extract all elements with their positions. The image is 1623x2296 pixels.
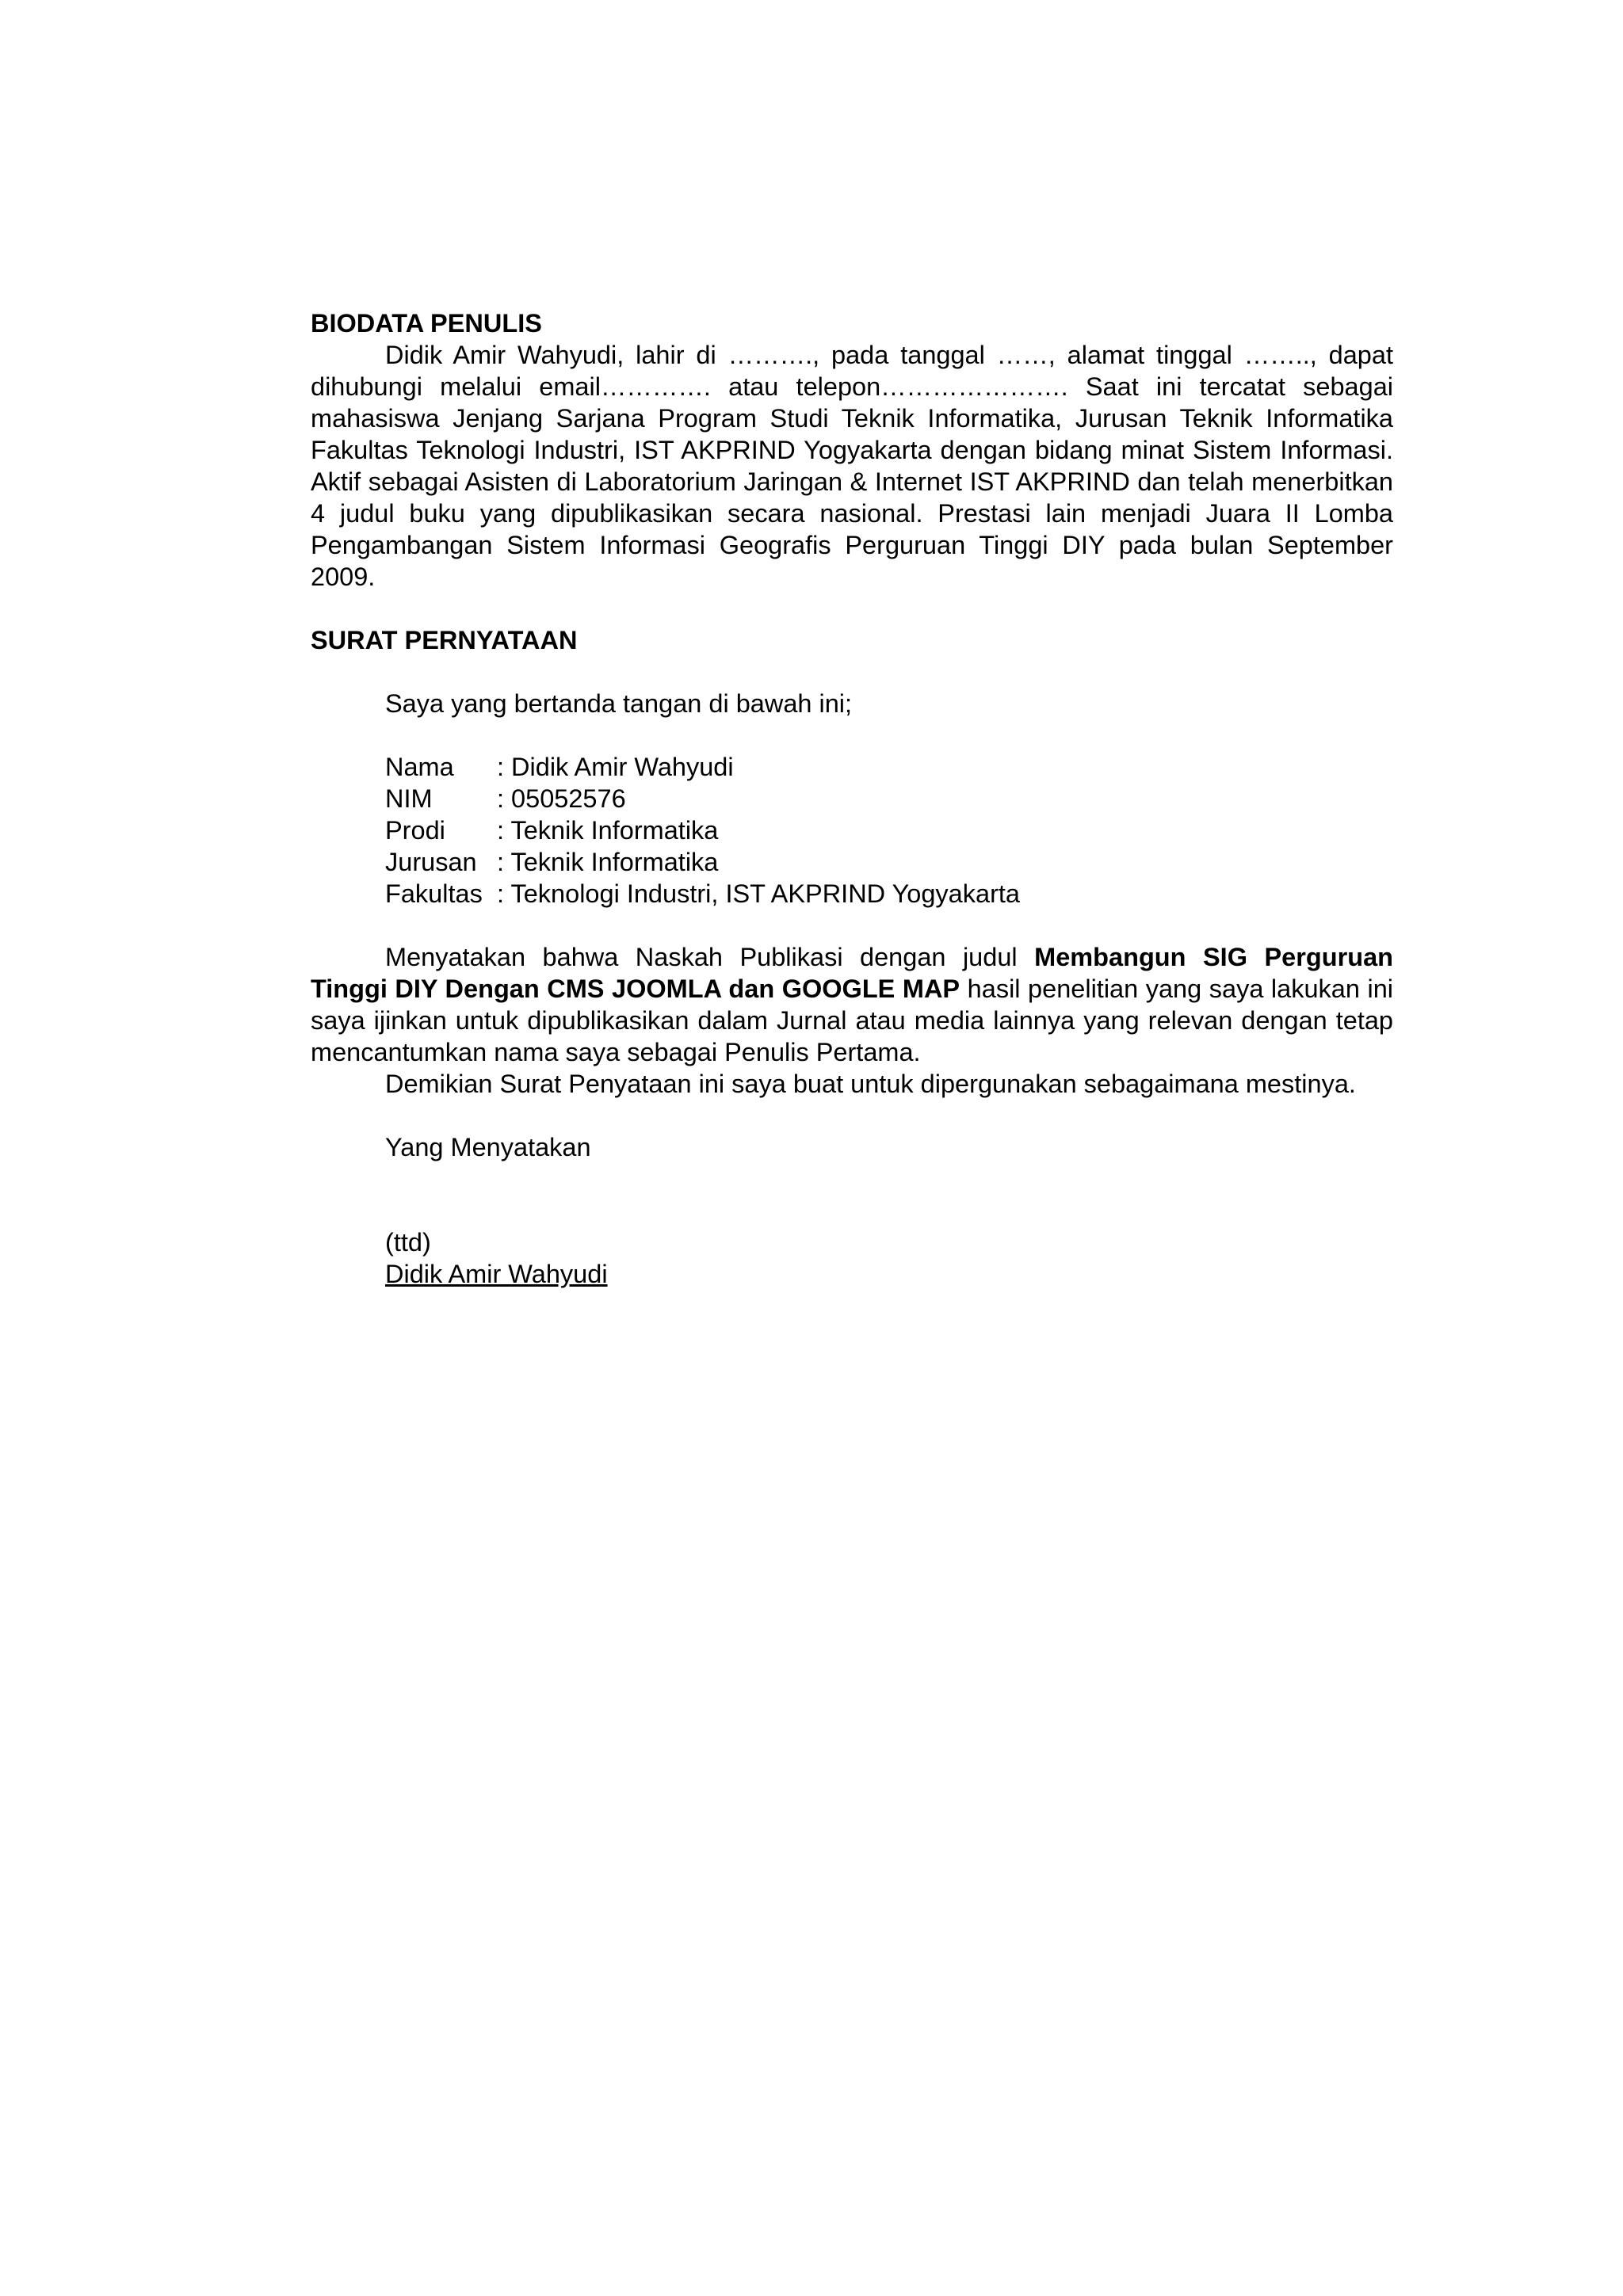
field-row-nim	[385, 783, 1393, 814]
field-row-jurusan	[385, 846, 1393, 878]
spacer	[311, 1100, 1393, 1131]
spacer	[311, 656, 1393, 688]
sign-label: Yang Menyatakan	[385, 1133, 591, 1161]
field-label: Jurusan	[385, 848, 477, 876]
biodata-heading: BIODATA PENULIS	[311, 309, 542, 338]
field-value: : 05052576	[497, 784, 626, 813]
field-row-nama	[385, 751, 1393, 783]
field-label: Prodi	[385, 816, 445, 845]
statement-intro: Saya yang bertanda tangan di bawah ini;	[385, 689, 853, 718]
identity-fields	[311, 751, 1393, 910]
publication-title: Membangun SIG Perguruan Tinggi DIY Dengan CMS JOOMLA dan GOOGLE MAP	[311, 943, 1393, 1003]
document-page	[311, 307, 1393, 1290]
spacer	[311, 593, 1393, 624]
spacer	[311, 910, 1393, 941]
field-value: : Didik Amir Wahyudi	[497, 753, 734, 781]
declaration-paragraph	[311, 941, 1393, 1068]
closing-paragraph: Demikian Surat Penyataan ini saya buat untuk dipergunakan sebagaimana mestinya.	[385, 1070, 1356, 1098]
field-value: : Teknologi Industri, IST AKPRIND Yogyakarta	[497, 879, 1020, 908]
signer-name-line	[311, 1258, 1393, 1290]
field-value: : Teknik Informatika	[497, 816, 719, 845]
biodata-paragraph: Didik Amir Wahyudi, lahir di ………., pada tanggal ……, alamat tinggal …….., dapat dihubungi melalui email…………. atau telepon…………………. Saat ini tercatat sebagai mahasiswa Jenjang Sarjana Program Studi Teknik Informatika, Jurusan Teknik Informatika Fakultas Teknologi Industri, IST AKPRIND Yogyakarta dengan bidang minat Sistem Informasi. Aktif sebagai Asisten di Laboratorium Jaringan & Internet IST AKPRIND dan telah menerbitkan 4 judul buku yang dipublikasikan secara nasional. Prestasi lain menjadi Juara II Lomba Pengambangan Sistem Informasi Geografis Perguruan Tinggi DIY pada bulan September 2009.	[311, 341, 1393, 591]
field-label: NIM	[385, 784, 433, 813]
field-value: : Teknik Informatika	[497, 848, 719, 876]
field-label: Nama	[385, 753, 454, 781]
signature-mark: (ttd)	[385, 1228, 431, 1257]
declaration-text: Menyatakan bahwa Naskah Publikasi dengan judul	[385, 943, 1035, 971]
signer-name: Didik Amir Wahyudi	[385, 1260, 608, 1288]
declaration-text-continued: hasil penelitian yang saya lakukan ini saya ijinkan untuk dipublikasikan dalam Jurnal atau media lainnya yang relevan dengan tetap mencantumkan nama saya sebagai Penulis Pertama.	[311, 974, 1394, 1066]
signature-space	[311, 1163, 1393, 1226]
field-row-fakultas	[385, 878, 1393, 910]
field-label: Fakultas	[385, 879, 483, 908]
statement-heading: SURAT PERNYATAAN	[311, 626, 578, 654]
field-row-prodi	[385, 814, 1393, 846]
spacer	[311, 719, 1393, 751]
